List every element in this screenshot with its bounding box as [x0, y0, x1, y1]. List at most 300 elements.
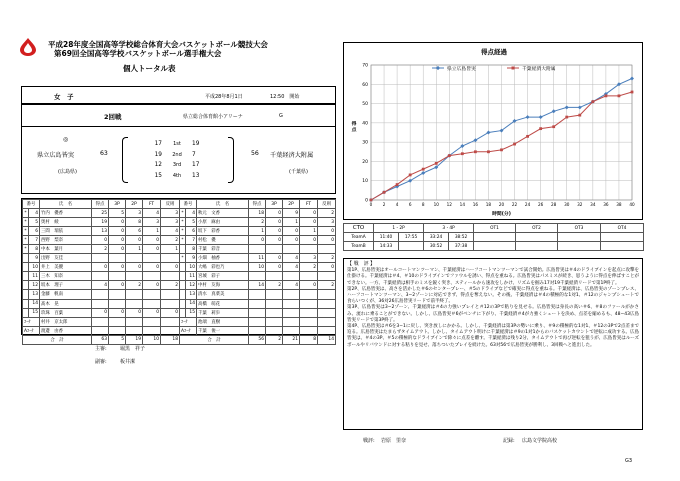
stat-f — [161, 290, 180, 299]
stat-ft: 0 — [143, 281, 161, 290]
q1-b: 19 — [192, 141, 200, 147]
stat-f: 2 — [161, 281, 180, 290]
score-progress-svg — [344, 43, 644, 221]
empty-cell — [126, 317, 143, 326]
staff-role: Aｺｰﾁ — [23, 326, 40, 335]
stat-p3: 0 — [109, 263, 126, 272]
y-tick-label: 50 — [362, 102, 368, 108]
court-id: G3 — [625, 458, 633, 464]
referee-label: 主審: — [95, 346, 107, 352]
data-point — [630, 77, 634, 81]
player-number: 14 — [29, 299, 40, 308]
x-tick-label: 24 — [524, 202, 531, 207]
recorder-label: 記録: — [503, 438, 515, 444]
player-row — [180, 209, 336, 218]
player-row — [180, 245, 336, 254]
x-tick-label: 12 — [446, 202, 452, 207]
stat-f: 3 — [161, 209, 180, 218]
data-point — [461, 152, 464, 155]
starter-mark: * — [23, 218, 29, 227]
stat-f: 3 — [161, 218, 180, 227]
commentary-q3: 第3P、広島皆実は3−2ゾーン、千葉経済は＃4の力強いプレイと＃12の3Pで粘りを見せる。広島皆実は身長の高い＃6、＃8のファールがかさみ、流れに乗ることができない。しかし、広島皆実＃6がベンチに下がり、千葉経済＃4が力強くシュートを決め、点差を縮めるも、48−43広島皆実リードで第3P終了。 — [347, 305, 639, 323]
col-header: 3P — [266, 200, 283, 209]
player-row — [23, 299, 180, 308]
data-point — [605, 94, 608, 97]
player-name: 井上 美優 — [40, 263, 92, 272]
empty-cell — [143, 326, 161, 335]
stat-pts — [249, 290, 266, 299]
stat-pts: 25 — [92, 209, 109, 218]
data-point — [396, 183, 399, 186]
winner-mark: ◎ — [63, 136, 69, 143]
x-tick-label: 38 — [616, 202, 622, 207]
data-point — [539, 115, 543, 119]
empty-cell — [143, 317, 161, 326]
stat-ft: 0 — [143, 308, 161, 317]
stat-ft: 1 — [300, 227, 318, 236]
stat-p3 — [109, 299, 126, 308]
stat-pts — [92, 254, 109, 263]
cto-time: 33:24 — [424, 233, 449, 242]
player-row — [180, 299, 336, 308]
empty-cell — [266, 317, 283, 326]
stat-ft — [143, 299, 161, 308]
y-tick-label: 30 — [362, 140, 368, 146]
stat-p2: 9 — [283, 209, 300, 218]
data-point — [487, 150, 490, 153]
stat-p3: 0 — [109, 308, 126, 317]
data-point — [578, 114, 581, 117]
staff-row — [23, 326, 180, 335]
stat-p2 — [283, 272, 300, 281]
cto-time: 38:52 — [449, 233, 474, 242]
cto-ot-header: OT2 — [516, 224, 558, 233]
data-point — [435, 162, 438, 165]
total-ft: 10 — [143, 335, 161, 344]
stat-ft — [143, 290, 161, 299]
stat-f — [161, 254, 180, 263]
player-name: 宮城 彩子 — [197, 272, 249, 281]
total-p3: 5 — [109, 335, 126, 344]
team-b-name: 千葉経済大附属 — [270, 152, 314, 159]
stat-f — [318, 308, 336, 317]
x-tick-label: 16 — [472, 202, 479, 207]
stat-f: 4 — [161, 227, 180, 236]
data-point — [565, 116, 568, 119]
quarter-bracket-left — [122, 137, 128, 183]
y-tick-label: 20 — [362, 159, 368, 165]
cto-ot-header: OT4 — [601, 224, 644, 233]
total-pts: 63 — [92, 335, 109, 344]
stat-f — [161, 299, 180, 308]
data-point — [591, 100, 594, 103]
total-f: 14 — [318, 335, 336, 344]
data-point — [383, 191, 386, 194]
team-a-name: 県立広島皆実 — [37, 152, 75, 159]
data-point — [409, 174, 412, 177]
stat-p3: 0 — [266, 227, 283, 236]
q2-b: 7 — [192, 151, 196, 158]
total-label: 合 計 — [180, 335, 249, 344]
empty-cell — [300, 317, 318, 326]
cto-time — [601, 242, 644, 251]
player-row — [180, 290, 336, 299]
x-tick-label: 6 — [408, 202, 412, 207]
y-tick-label: 40 — [362, 121, 368, 127]
stat-p3 — [266, 272, 283, 281]
player-number: 15 — [29, 308, 40, 317]
cto-time — [516, 242, 558, 251]
player-row — [23, 254, 180, 263]
cto-time: 37:38 — [449, 242, 474, 251]
staff-row — [180, 317, 336, 326]
player-name: 小畑 柚香 — [197, 254, 249, 263]
q3-a: 12 — [154, 162, 162, 168]
player-name: 金藤 帆南 — [40, 290, 92, 299]
staff-role: ｺｰﾁ — [180, 317, 197, 326]
staff-name: 渡邊 由香 — [40, 326, 92, 335]
staff-role: Aｺｰﾁ — [180, 326, 197, 335]
x-tick-label: 34 — [590, 202, 596, 207]
staff-row — [180, 326, 336, 335]
team-b-total-row — [180, 335, 336, 344]
x-tick-label: 40 — [629, 202, 635, 207]
stat-pts — [249, 308, 266, 317]
stat-pts — [249, 272, 266, 281]
player-number: 5 — [186, 218, 197, 227]
stat-pts: 0 — [92, 263, 109, 272]
stat-pts: 11 — [249, 254, 266, 263]
stat-ft — [300, 299, 318, 308]
stat-pts: 10 — [249, 263, 266, 272]
x-tick-label: 26 — [537, 202, 544, 207]
y-axis-label-char: 得 — [351, 122, 357, 127]
stat-pts: 2 — [92, 245, 109, 254]
stat-pts: 13 — [92, 227, 109, 236]
col-header: 反則 — [161, 200, 180, 209]
player-row — [23, 218, 180, 227]
q3-label: 3rd — [172, 162, 182, 168]
empty-cell — [318, 326, 336, 335]
court-name: G — [279, 113, 283, 119]
stat-pts — [92, 290, 109, 299]
empty-cell — [283, 326, 300, 335]
data-point — [552, 125, 555, 128]
stat-ft: 0 — [300, 218, 318, 227]
total-f: 18 — [161, 335, 180, 344]
stat-p3: 2 — [266, 281, 283, 290]
x-tick-label: 0 — [369, 202, 373, 207]
stat-p3: 0 — [266, 254, 283, 263]
player-name: 竹内 優香 — [40, 209, 92, 218]
player-name: 中本 葉月 — [40, 245, 92, 254]
player-row — [23, 263, 180, 272]
col-header: 2P — [283, 200, 300, 209]
tournament-title: 平成28年度全国高等学校総合体育大会バスケットボール競技大会 — [48, 40, 268, 49]
starter-mark: * — [23, 236, 29, 245]
data-point — [370, 199, 373, 202]
empty-cell — [266, 326, 283, 335]
stat-f: 0 — [318, 227, 336, 236]
stat-pts — [249, 245, 266, 254]
stat-p3: 0 — [109, 281, 126, 290]
starter-mark: * — [23, 227, 29, 236]
player-row — [180, 263, 336, 272]
player-name: 村松 優 — [197, 236, 249, 245]
player-name: 西野 梨奈 — [40, 236, 92, 245]
data-point — [500, 148, 503, 151]
data-point — [474, 150, 477, 153]
cto-row — [344, 242, 644, 251]
referee-name: 堀黒 祥子 — [120, 346, 146, 352]
cto-time — [558, 233, 601, 242]
stat-p2: 4 — [283, 254, 300, 263]
x-tick-label: 28 — [551, 202, 557, 207]
starter-mark: * — [180, 227, 186, 236]
staff-name: 村井 京太郎 — [40, 317, 92, 326]
player-name: 出野 友佳 — [40, 254, 92, 263]
player-number: 13 — [29, 290, 40, 299]
team-a-prefecture: (広島県) — [58, 169, 77, 175]
player-number: 10 — [29, 263, 40, 272]
player-number: 7 — [186, 236, 197, 245]
stat-p2 — [283, 308, 300, 317]
team-a-score: 63 — [100, 150, 108, 157]
stat-p3 — [266, 245, 283, 254]
empty-cell — [109, 317, 126, 326]
total-ft: 8 — [300, 335, 318, 344]
player-name: 髙木 晃 — [40, 299, 92, 308]
cto-time — [516, 233, 558, 242]
score-progress-chart — [343, 42, 643, 220]
player-name: 大嶋 彩也乃 — [197, 263, 249, 272]
recorder-name: 広島文学院高校 — [522, 438, 558, 444]
player-name: 秋元 文香 — [197, 209, 249, 218]
y-tick-label: 70 — [362, 63, 368, 69]
cto-ot-header: OT3 — [558, 224, 601, 233]
staff-name: 千葉 俊一 — [197, 326, 249, 335]
stat-ft: 0 — [143, 263, 161, 272]
player-number: 8 — [29, 245, 40, 254]
staff-role: ｺｰﾁ — [23, 317, 40, 326]
starter-mark: * — [23, 209, 29, 218]
player-number: 11 — [29, 272, 40, 281]
stat-p2: 0 — [283, 227, 300, 236]
quarter-scores — [138, 139, 218, 181]
player-number: 14 — [186, 299, 197, 308]
stat-p2: 6 — [126, 227, 143, 236]
stat-p2 — [283, 290, 300, 299]
col-header: 得点 — [249, 200, 266, 209]
empty-cell — [318, 317, 336, 326]
cto-time — [474, 242, 516, 251]
player-row — [23, 281, 180, 290]
empty-cell — [92, 326, 109, 335]
empty-cell — [109, 326, 126, 335]
stat-p2 — [283, 245, 300, 254]
player-number: 11 — [186, 272, 197, 281]
player-row — [180, 218, 336, 227]
empty-cell — [249, 317, 266, 326]
stat-p3 — [109, 290, 126, 299]
stat-pts — [249, 299, 266, 308]
stat-p2: 4 — [283, 263, 300, 272]
stat-p2 — [126, 299, 143, 308]
stat-f — [318, 299, 336, 308]
x-tick-label: 30 — [564, 202, 570, 207]
stat-f — [318, 245, 336, 254]
player-name: 三木 知奈 — [40, 272, 92, 281]
q3-b: 17 — [192, 162, 200, 168]
stat-ft — [143, 272, 161, 281]
col-header: 氏 名 — [197, 200, 249, 209]
stat-p2: 0 — [283, 236, 300, 245]
stat-p3 — [266, 308, 283, 317]
q1-label: 1st — [173, 141, 181, 147]
cto-team: TeamB — [344, 242, 374, 251]
player-name: 千葉 彩音 — [197, 245, 249, 254]
stat-f: 2 — [318, 281, 336, 290]
total-p3: 2 — [266, 335, 283, 344]
stat-ft: 0 — [300, 236, 318, 245]
player-row — [180, 227, 336, 236]
player-row — [23, 245, 180, 254]
player-name: 高橋 萌花 — [197, 299, 249, 308]
stat-p2: 8 — [126, 218, 143, 227]
player-name: 坂下 彩香 — [197, 227, 249, 236]
cto-half-1: 1・2P — [374, 224, 424, 233]
player-name: 小原 麻由 — [197, 218, 249, 227]
empty-cell — [92, 317, 109, 326]
cto-title: CTO — [344, 224, 374, 233]
legend-label: 県立広島皆実 — [447, 66, 476, 72]
cto-time: 17:55 — [399, 233, 424, 242]
stat-pts: 14 — [249, 281, 266, 290]
player-row — [180, 254, 336, 263]
empty-cell — [161, 317, 180, 326]
data-point — [422, 168, 425, 171]
player-row — [180, 308, 336, 317]
player-number: 5 — [29, 218, 40, 227]
x-axis-label: 時間(分) — [492, 212, 511, 217]
stat-p2: 2 — [126, 281, 143, 290]
umpire-name: 板井潔 — [120, 359, 136, 365]
cto-ot-header: OT1 — [474, 224, 516, 233]
stat-p3: 0 — [109, 236, 126, 245]
player-number: 8 — [186, 245, 197, 254]
stat-pts: 0 — [92, 236, 109, 245]
data-point — [565, 105, 569, 109]
cto-row — [344, 233, 644, 242]
stat-pts: 1 — [249, 227, 266, 236]
stat-pts — [92, 299, 109, 308]
commentary-q4: 第4P、広島皆実は＃6を3−1に戻し、突き放しにかかる。しかし、千葉経済は第3Pの勢いに乗り、＃9の積極的な1対1、＃12の3Pで2点差まで迫る。広島皆実はたまらずタイムアウト。しかし、タイムアウト明けに千葉経済は＃9の1対1からのバスケットカウントで逆転に成功する。広島皆実は、＃4の3P、＃5の積極的なドライブインで除々に点差を離す。千葉経済は残り2分、タイムアウトで再び逆転を狙うが、広島皆実はルーズボールやリバウンドに対する粘りを見せ、落ちついたプレイを続けた。63対56で広島皆実が勝利し、3回戦へと進出した。 — [347, 324, 639, 348]
stat-p2: 0 — [126, 308, 143, 317]
data-point — [631, 91, 634, 94]
team-b-header-row — [180, 200, 336, 209]
stat-ft — [143, 254, 161, 263]
total-p2: 19 — [126, 335, 143, 344]
total-pts: 56 — [249, 335, 266, 344]
stat-ft: 2 — [300, 263, 318, 272]
stat-f — [318, 290, 336, 299]
y-tick-label: 60 — [362, 82, 368, 88]
player-row — [23, 308, 180, 317]
cto-time: 11:40 — [374, 233, 399, 242]
player-number: 6 — [186, 227, 197, 236]
q2-label: 2nd — [172, 151, 182, 158]
cto-half-2: 3・4P — [424, 224, 474, 233]
cto-header-row — [344, 224, 644, 233]
stat-p2 — [126, 290, 143, 299]
stat-p3 — [109, 254, 126, 263]
x-tick-label: 2 — [382, 202, 386, 207]
stat-f — [318, 272, 336, 281]
y-axis-label-char: 点 — [351, 128, 357, 133]
q1-a: 17 — [154, 141, 162, 147]
col-header: 氏 名 — [40, 200, 92, 209]
cto-time: 30:52 — [424, 242, 449, 251]
stat-pts — [92, 272, 109, 281]
stat-p3: 0 — [109, 218, 126, 227]
player-number: 9 — [186, 254, 197, 263]
cto-table — [343, 223, 644, 251]
stat-ft: 3 — [300, 254, 318, 263]
stat-p3 — [266, 290, 283, 299]
stat-f: 0 — [318, 236, 336, 245]
stat-f: 0 — [161, 308, 180, 317]
col-header: 2P — [126, 200, 143, 209]
player-number: 12 — [186, 281, 197, 290]
reporter-name: 岩原 里奈 — [381, 438, 407, 444]
team-b-prefecture: (千葉県) — [289, 169, 308, 175]
data-point — [578, 105, 582, 109]
stat-pts: 2 — [249, 218, 266, 227]
q2-a: 19 — [154, 151, 162, 158]
stat-p3: 5 — [109, 209, 126, 218]
player-number: 4 — [186, 209, 197, 218]
starter-mark: * — [23, 245, 29, 254]
cto-team: TeamA — [344, 233, 374, 242]
stat-ft: 4 — [143, 209, 161, 218]
player-row — [23, 209, 180, 218]
stat-ft: 0 — [300, 281, 318, 290]
starter-mark: * — [180, 236, 186, 245]
data-point — [526, 135, 529, 138]
x-tick-label: 4 — [395, 202, 399, 207]
info-divider-1 — [21, 104, 336, 105]
total-label: 合 計 — [23, 335, 92, 344]
data-point — [448, 154, 451, 157]
game-commentary — [343, 258, 643, 430]
stat-f: 0 — [318, 263, 336, 272]
col-header: 3P — [109, 200, 126, 209]
cto-time — [601, 233, 644, 242]
stat-f: 2 — [318, 209, 336, 218]
col-header: FT — [300, 200, 318, 209]
chart-title: 得点経過 — [481, 48, 507, 56]
cto-time — [399, 242, 424, 251]
stat-p2 — [126, 272, 143, 281]
stat-ft: 3 — [143, 218, 161, 227]
legend-label: 千葉経済大附属 — [522, 66, 556, 72]
gender-label: 女 子 — [54, 93, 74, 101]
quarter-bracket-right — [228, 137, 234, 183]
col-number: 番号 — [180, 200, 197, 209]
stat-p3: 0 — [109, 227, 126, 236]
player-name: 清水 真菜美 — [197, 290, 249, 299]
stat-p3: 0 — [266, 263, 283, 272]
